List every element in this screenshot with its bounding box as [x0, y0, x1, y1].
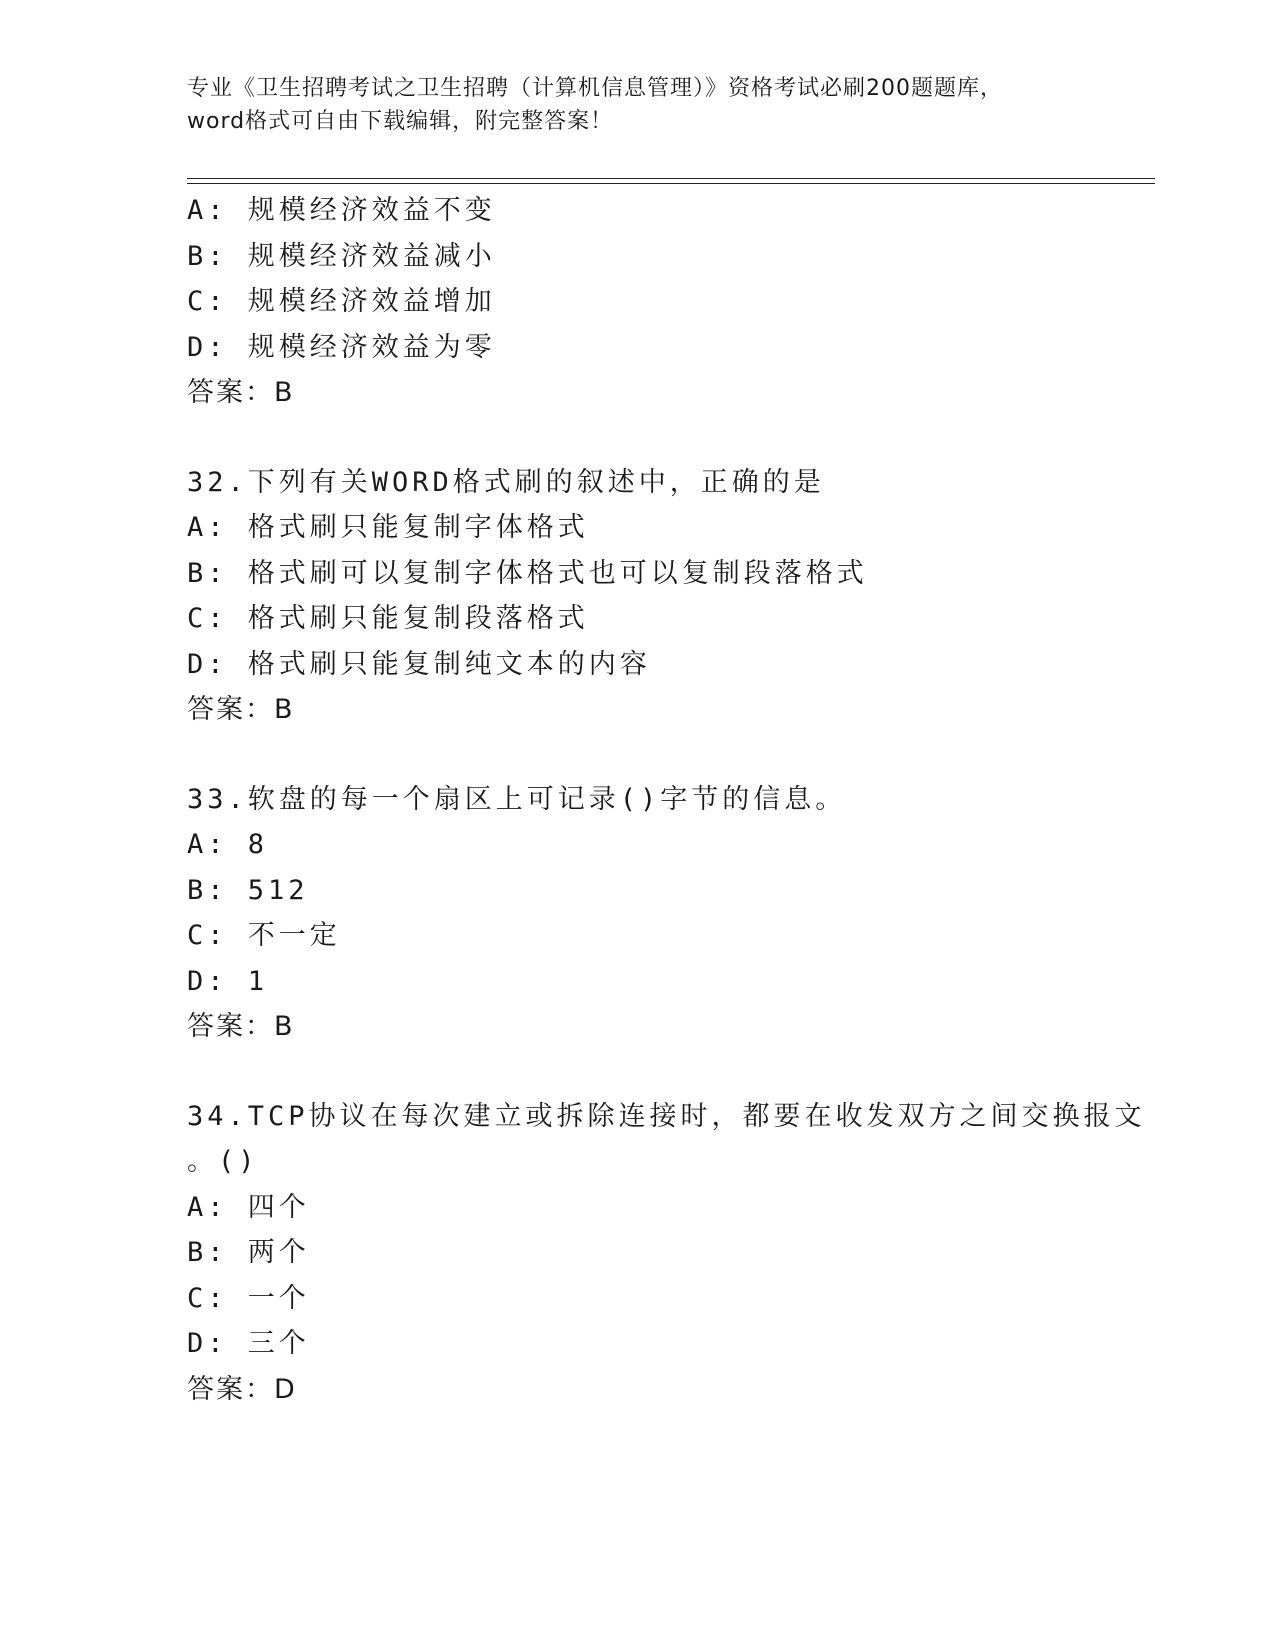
- option-b: B: 格式刷可以复制字体格式也可以复制段落格式: [187, 557, 868, 589]
- question-text: 32.下列有关WORD格式刷的叙述中，正确的是: [187, 466, 825, 498]
- answer-line: 答案：B: [187, 377, 295, 408]
- option-d: D: 1: [187, 965, 269, 997]
- option-b: B: 规模经济效益减小: [187, 240, 496, 272]
- option-a: A: 四个: [187, 1191, 310, 1223]
- option-d: D: 格式刷只能复制纯文本的内容: [187, 648, 651, 680]
- question-text: 34.TCP协议在每次建立或拆除连接时，都要在收发双方之间交换报文: [187, 1100, 1146, 1132]
- header-divider-top: [187, 178, 1155, 179]
- question-list: [187, 188, 1155, 1412]
- option-d: D: 三个: [187, 1328, 310, 1359]
- option-b: B: 两个: [187, 1237, 310, 1268]
- question-block-32: [187, 460, 1155, 733]
- option-c: C: 一个: [187, 1282, 310, 1314]
- question-text: 33.软盘的每一个扇区上可记录()字节的信息。: [187, 783, 847, 815]
- question-text-continued: 。(): [187, 1146, 259, 1177]
- option-a: A: 格式刷只能复制字体格式: [187, 512, 589, 543]
- header-title-line-1: 专业《卫生招聘考试之卫生招聘（计算机信息管理）》资格考试必刷200题题库，: [187, 76, 1003, 101]
- option-a: A: 规模经济效益不变: [187, 195, 496, 226]
- option-c: C: 规模经济效益增加: [187, 286, 496, 317]
- answer-line: 答案：B: [187, 694, 295, 725]
- header-title-line-2: word格式可自由下载编辑，附完整答案！: [187, 109, 614, 134]
- answer-line: 答案：D: [187, 1373, 297, 1405]
- question-block-34: [187, 1094, 1155, 1413]
- document-header: [187, 72, 1087, 138]
- answer-line: 答案：B: [187, 1011, 295, 1042]
- option-c: C: 不一定: [187, 920, 341, 951]
- question-block-33: [187, 777, 1155, 1050]
- option-b: B: 512: [187, 874, 309, 906]
- option-c: C: 格式刷只能复制段落格式: [187, 603, 589, 634]
- option-d: D: 规模经济效益为零: [187, 331, 496, 363]
- option-a: A: 8: [187, 829, 269, 860]
- header-divider-bottom: [187, 183, 1155, 184]
- question-block-prev: [187, 188, 1155, 416]
